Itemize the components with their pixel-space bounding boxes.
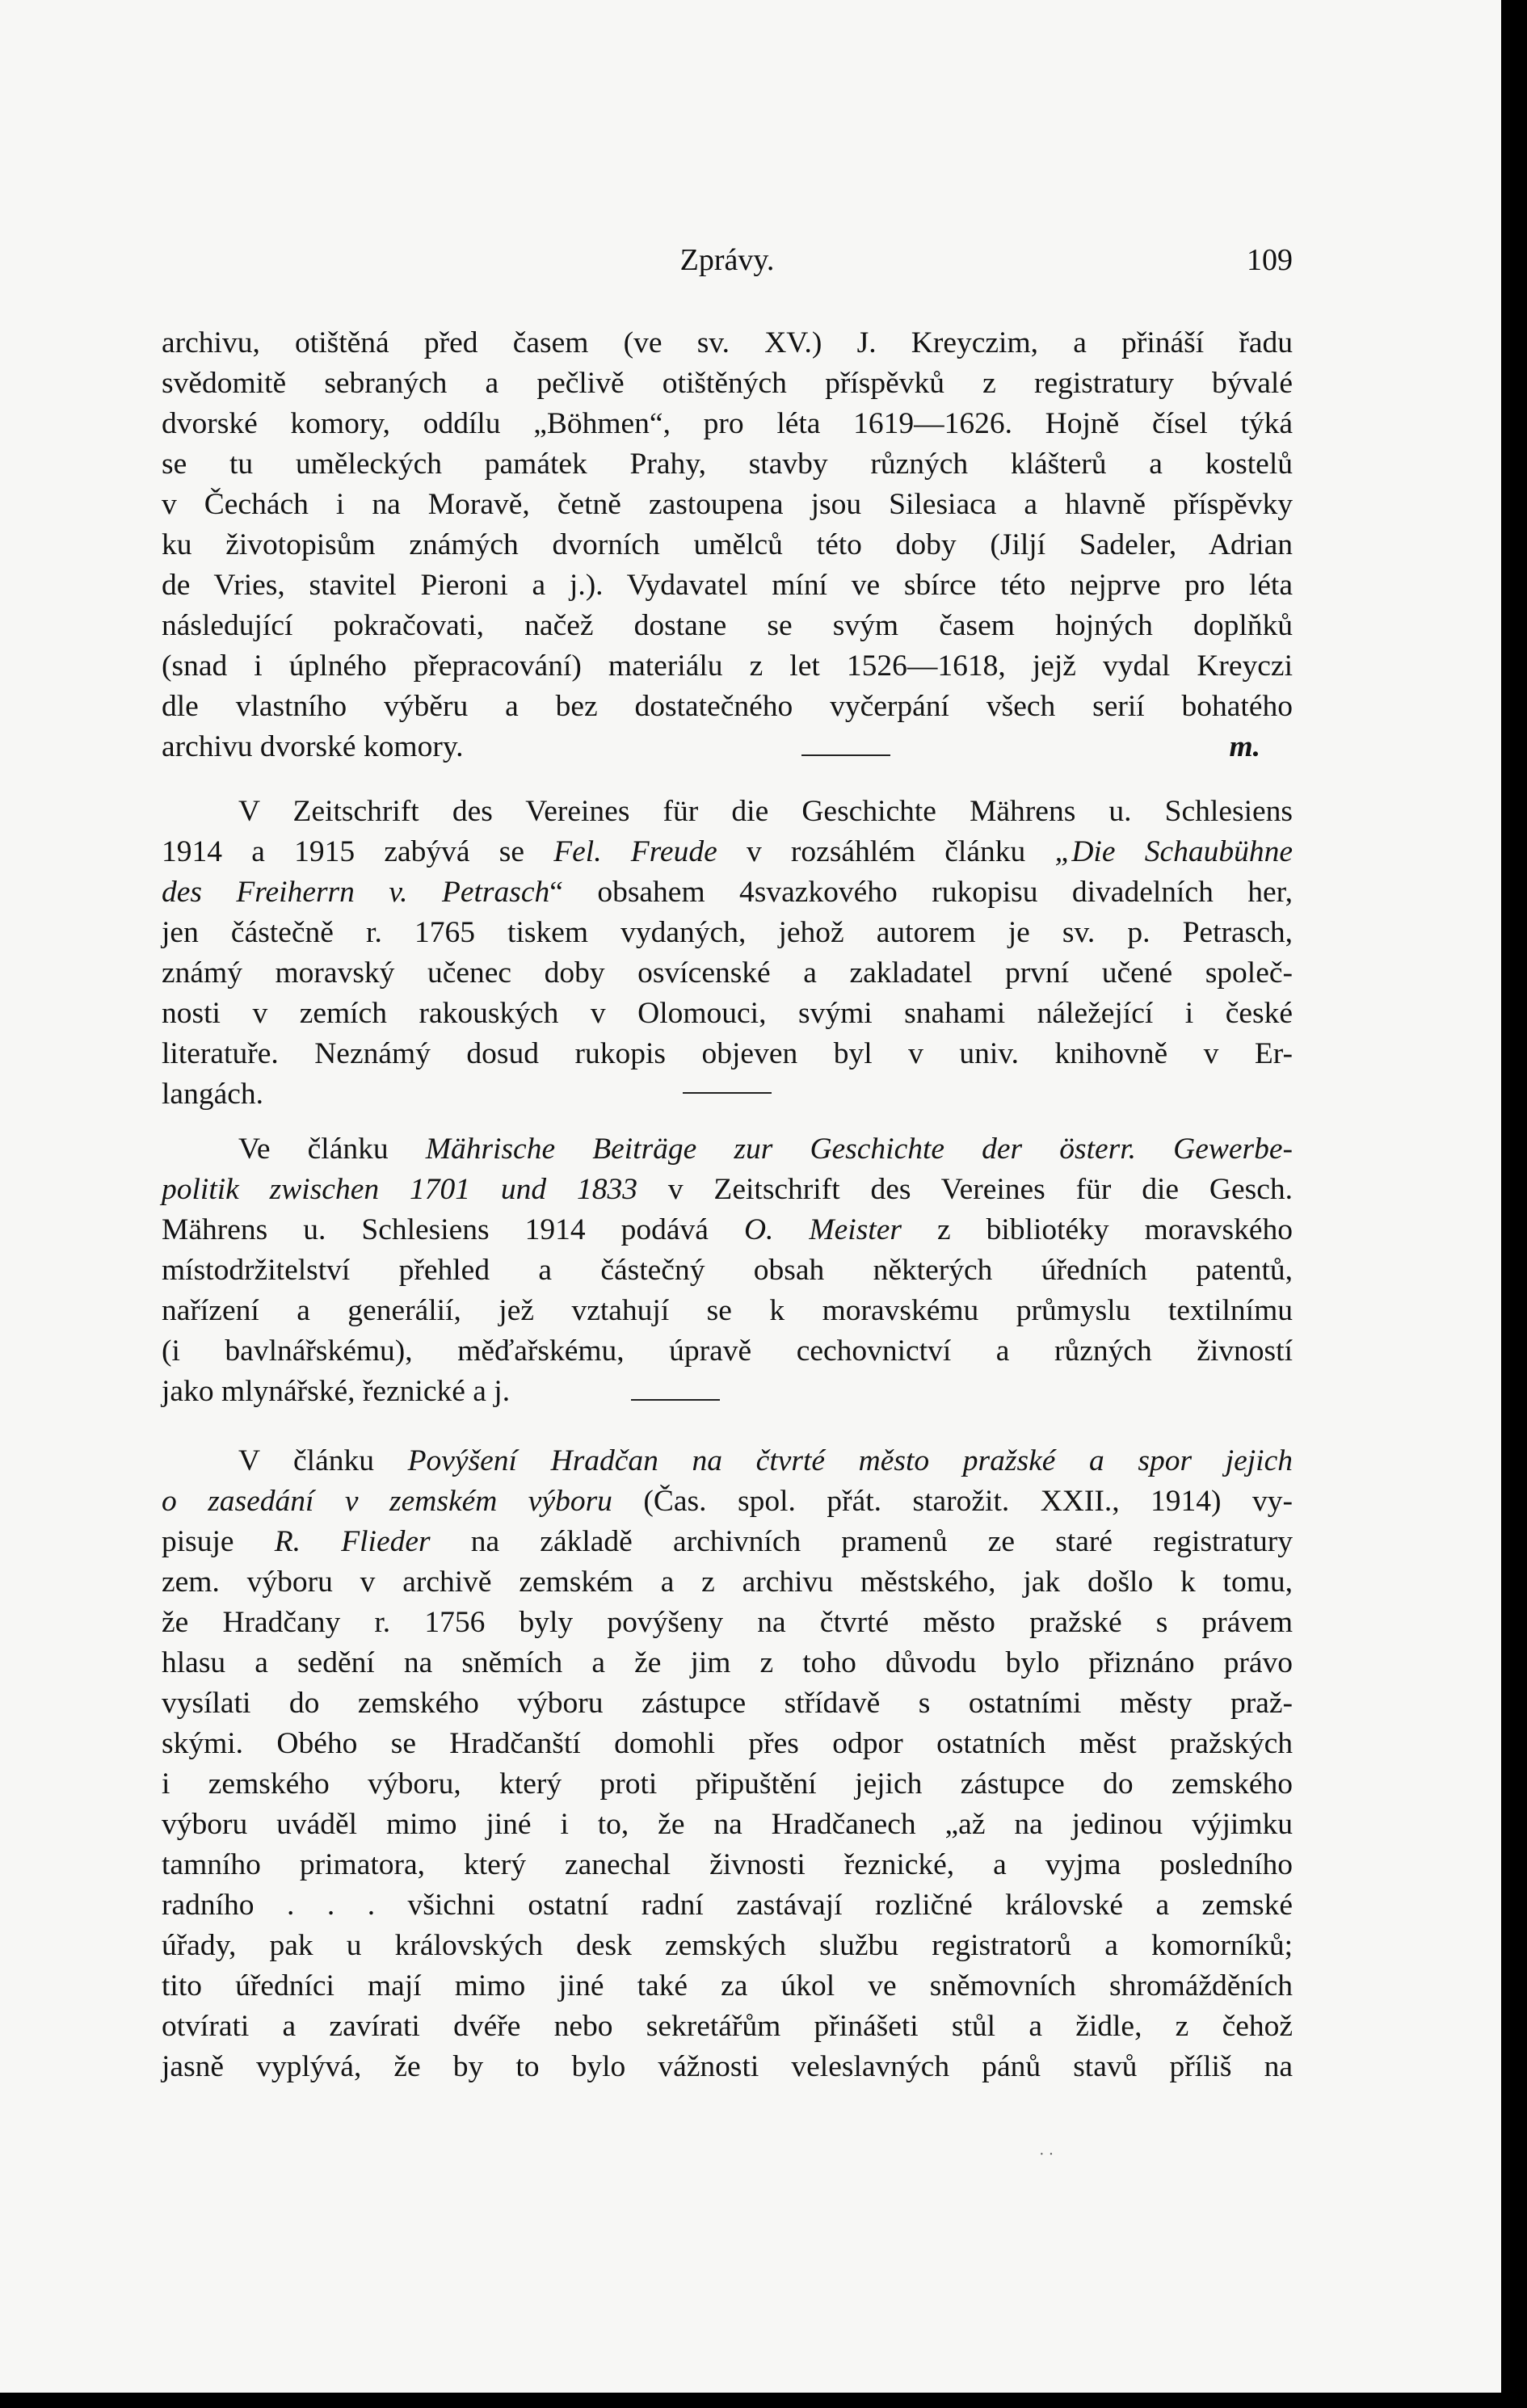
text-line: pisuje R. Flieder na základě archivních pramenů ze staré registratury (162, 1525, 1293, 1558)
text-line: svědomitě sebraných a pečlivě otištěných příspěvků z registratury bývalé (162, 367, 1293, 400)
text-line: (i bavlnářskému), měďařskému, úpravě cechovnictví a různých živností (162, 1334, 1293, 1368)
paragraph-archive-note (162, 323, 1293, 767)
text-line: ku životopisům známých dvorních umělců této doby (Jiljí Sadeler, Adrian (162, 528, 1293, 561)
text-line: že Hradčany r. 1756 byly povýšeny na čtvrté město pražské s právem (162, 1606, 1293, 1639)
text-line: se tu uměleckých památek Prahy, stavby různých klášterů a kostelů (162, 448, 1293, 481)
text-line: zem. výboru v archivě zemském a z archivu městského, jak došlo k tomu, (162, 1565, 1293, 1599)
text-line: langách. (162, 1078, 263, 1111)
text-line: tito úředníci mají mimo jiné také za úkol ve sněmovních shromážděních (162, 1969, 1293, 2002)
text-line: následující pokračovati, načež dostane se svým časem hojných doplňků (162, 609, 1293, 642)
article-title: „Die Schaubühne (1054, 835, 1293, 868)
text-line: známý moravský učenec doby osvícenské a zakladatel první učené společ- (162, 956, 1293, 990)
section-divider (801, 754, 890, 756)
text-line: i zemského výboru, který proti připuštění jejich zástupce do zemského (162, 1767, 1293, 1801)
text-line: jen částečně r. 1765 tiskem vydaných, jehož autorem je sv. p. Petrasch, (162, 916, 1293, 949)
paragraph-petrasch (162, 792, 1293, 1111)
article-title: des Freiherrn v. Petrasch (162, 876, 550, 909)
text-line: archivu, otištěná před časem (ve sv. XV.) J. Kreyczim, a přináší řadu (162, 326, 1293, 359)
text-line: nosti v zemích rakouských v Olomouci, svými snahami náležející i české (162, 997, 1293, 1030)
section-divider (631, 1399, 720, 1401)
text-line: V Zeitschrift des Vereines für die Geschichte Mährens u. Schlesiens (238, 795, 1293, 828)
text-line: literatuře. Neznámý dosud rukopis objeven byl v univ. knihovně v Er- (162, 1037, 1293, 1070)
print-speck: · · (1039, 2145, 1054, 2163)
running-title: Zprávy. (679, 243, 775, 277)
text-line: úřady, pak u královských desk zemských službu registratorů a komorníků; (162, 1929, 1293, 1962)
page-body (162, 323, 1293, 2087)
author-name: O. Meister (743, 1213, 902, 1246)
author-name: R. Flieder (274, 1525, 431, 1558)
author-name: Fel. Freude (553, 835, 717, 868)
text-line: skými. Obého se Hradčanští domohli přes odpor ostatních měst pražských (162, 1727, 1293, 1760)
text-line: 1914 a 1915 zabývá se Fel. Freude v rozsáhlém článku „Die Schaubühne (162, 835, 1293, 868)
paragraph-hradcany (162, 1441, 1293, 2087)
text-line: (snad i úplného přepracování) materiálu z let 1526—1618, jejž vydal Kreyczi (162, 649, 1293, 683)
text-line: tamního primatora, který zanechal živnosti řeznické, a vyjma posledního (162, 1848, 1293, 1881)
page-header (162, 242, 1293, 291)
page-number: 109 (1247, 243, 1293, 277)
text-line: des Freiherrn v. Petrasch“ obsahem 4svazkového rukopisu divadelních her, (162, 876, 1293, 909)
text-line: dvorské komory, oddílu „Böhmen“, pro léta 1619—1626. Hojně čísel týká (162, 407, 1293, 440)
text-line: V článku Povýšení Hradčan na čtvrté město pražské a spor jejich (238, 1444, 1293, 1477)
text-line: otvírati a zavírati dvéře nebo sekretářům přinášeti stůl a židle, z čehož (162, 2010, 1293, 2043)
text-line: jako mlynářské, řeznické a j. (162, 1375, 511, 1408)
article-title: Povýšení Hradčan na čtvrté město pražské a spor jejich (407, 1444, 1293, 1477)
text-line: politik zwischen 1701 und 1833 v Zeitschrift des Vereines für die Gesch. (162, 1173, 1294, 1206)
article-title: politik zwischen 1701 und 1833 (162, 1173, 637, 1206)
article-title: o zasedání v zemském výboru (162, 1485, 612, 1518)
text-line: vysílati do zemského výboru zástupce střídavě s ostatními městy praž- (162, 1687, 1293, 1720)
text-line: nařízení a generálií, jež vztahují se k moravskému průmyslu textilnímu (162, 1294, 1293, 1327)
text-line: výboru uváděl mimo jiné i to, že na Hradčanech „až na jedinou výjimku (162, 1808, 1293, 1841)
text-line: v Čechách i na Moravě, četně zastoupena jsou Silesiaca a hlavně příspěvky (162, 488, 1293, 521)
text-line: radního . . . všichni ostatní radní zastávají rozličné královské a zemské (162, 1889, 1293, 1922)
text-line: místodržitelství přehled a částečný obsah některých úředních patentů, (162, 1254, 1293, 1287)
article-title: Mährische Beiträge zur Geschichte der österr. Gewerbe- (425, 1133, 1293, 1166)
closing-line (162, 727, 1293, 767)
text-line: Mährens u. Schlesiens 1914 podává O. Meister z bibliotéky moravského (162, 1213, 1293, 1246)
text-line: archivu dvorské komory. (162, 730, 464, 763)
text-line: hlasu a sedění na sněmích a že jim z toho důvodu bylo přiznáno právo (162, 1646, 1293, 1679)
text-line: jasně vyplývá, že by to bylo vážnosti veleslavných pánů stavů příliš na (162, 2050, 1293, 2083)
text-line: Ve článku Mährische Beiträge zur Geschichte der österr. Gewerbe- (238, 1133, 1293, 1166)
paragraph-gewerbepolitik (162, 1129, 1293, 1412)
text-line: dle vlastního výběru a bez dostatečného vyčerpání všech serií bohatého (162, 690, 1293, 723)
text-line: o zasedání v zemském výboru (Čas. spol. přát. starožit. XXII., 1914) vy- (162, 1485, 1293, 1518)
closing-line (162, 1372, 1293, 1412)
text-line: de Vries, stavitel Pieroni a j.). Vydavatel míní ve sbírce této nejprve pro léta (162, 569, 1293, 602)
author-signature: m. (1229, 730, 1260, 763)
